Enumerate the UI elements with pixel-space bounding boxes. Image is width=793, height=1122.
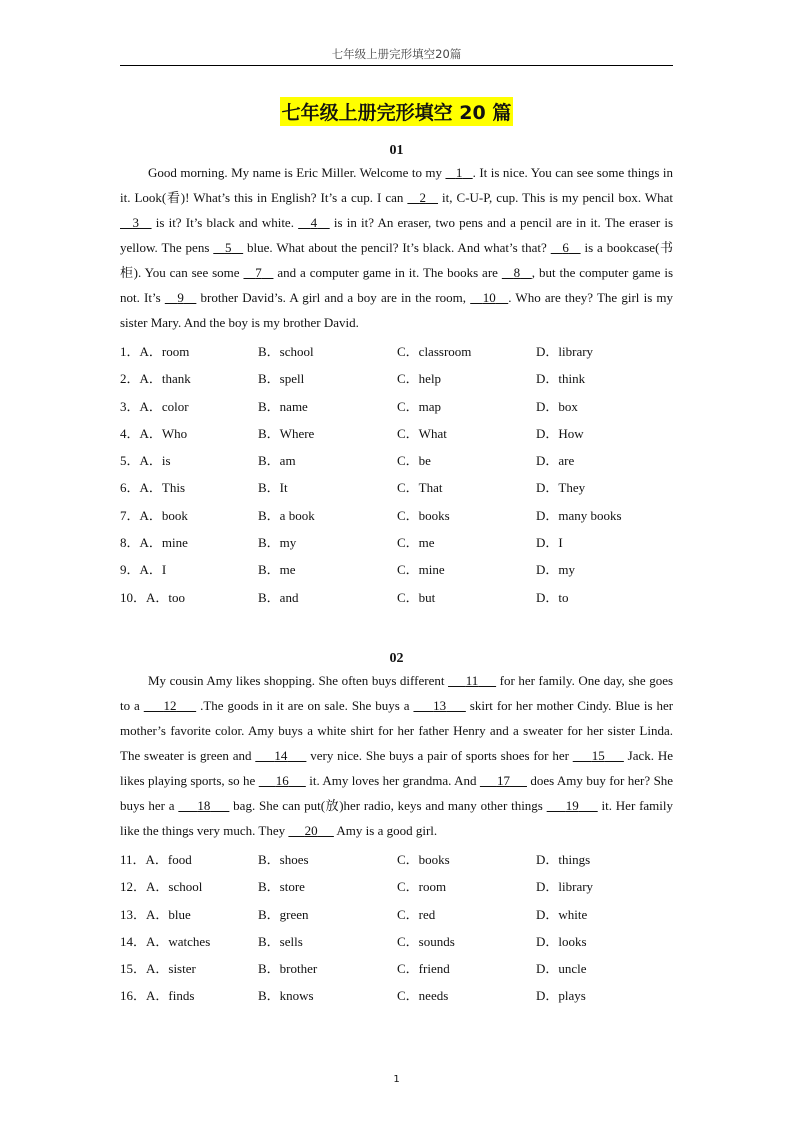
option-b: B．my bbox=[258, 535, 297, 551]
blank-number: 15 bbox=[591, 748, 605, 763]
option-d: D．library bbox=[536, 344, 594, 359]
option-d: D．looks bbox=[536, 933, 587, 949]
blank-number: 13 bbox=[433, 698, 447, 713]
option-c: C．sounds bbox=[397, 933, 455, 949]
blank bbox=[551, 240, 581, 255]
passage-text: it. Her family like the things very much. They bbox=[120, 798, 674, 838]
passage-text: brother David’s. A girl and a boy are in the room, bbox=[196, 290, 471, 305]
passage-text: very nice. She buys a pair of sports shoes for her bbox=[306, 748, 573, 763]
blank bbox=[445, 165, 472, 180]
option-d: D．things bbox=[536, 852, 591, 867]
question-row bbox=[120, 846, 673, 873]
option-c: C．friend bbox=[397, 961, 450, 977]
option-c: C．classroom bbox=[397, 344, 472, 359]
option-a: 11．A．food bbox=[120, 852, 192, 867]
option-b: B．store bbox=[258, 879, 305, 895]
option-c: C．needs bbox=[397, 988, 449, 1004]
passage-text: and a computer game in it. The books are bbox=[273, 265, 502, 280]
passage-text: is in it? An eraser, two pens and a pencil are in it. The eraser is yellow. The pens bbox=[120, 215, 673, 255]
option-d: D．think bbox=[536, 371, 586, 387]
options-list bbox=[120, 846, 673, 1010]
blank bbox=[288, 823, 334, 838]
blank-number: 6 bbox=[562, 240, 569, 255]
blank bbox=[243, 265, 273, 280]
blank-number: 20 bbox=[304, 823, 318, 838]
option-d: D．to bbox=[536, 589, 569, 605]
passage-text: . Who are they? The girl is my sister Mary. And the boy is my brother David. bbox=[120, 290, 674, 330]
passage-text: bag. She can put(放)her radio, keys and many other things bbox=[229, 798, 547, 813]
question-row bbox=[120, 982, 673, 1009]
option-b: B．me bbox=[258, 562, 296, 578]
passage-text: blue. What about the pencil? It’s black. And what’s that? bbox=[243, 240, 551, 255]
page-number: 1 bbox=[393, 1074, 400, 1085]
document-title: 七年级上册完形填空 20 篇 bbox=[280, 97, 514, 126]
option-d: D．library bbox=[536, 879, 594, 895]
passage-text: , but the computer game is not. It’s bbox=[120, 265, 674, 305]
option-c: C．That bbox=[397, 480, 443, 496]
question-row bbox=[120, 901, 673, 928]
blank bbox=[144, 698, 196, 713]
option-c: C．mine bbox=[397, 562, 445, 578]
option-a: 6．A．This bbox=[120, 480, 186, 496]
blank-number: 10 bbox=[482, 290, 496, 305]
blank bbox=[298, 215, 330, 230]
option-b: B．school bbox=[258, 344, 314, 359]
option-d: D．I bbox=[536, 535, 563, 551]
option-b: B．shoes bbox=[258, 852, 309, 867]
blank-number: 9 bbox=[177, 290, 184, 305]
option-b: B．a book bbox=[258, 507, 315, 523]
blank bbox=[120, 215, 152, 230]
blank bbox=[413, 698, 465, 713]
option-d: D．white bbox=[536, 906, 588, 922]
passage-text: Good morning. My name is Eric Miller. Welcome to my bbox=[148, 165, 446, 180]
blank bbox=[259, 773, 306, 788]
passage-text: Jack. He likes playing sports, so he bbox=[120, 748, 673, 788]
blank-number: 16 bbox=[275, 773, 289, 788]
option-b: B．am bbox=[258, 453, 296, 469]
passage-text: does Amy buy for her? She buys her a bbox=[120, 773, 674, 813]
option-c: C．help bbox=[397, 371, 442, 387]
question-row bbox=[120, 955, 673, 982]
blank bbox=[470, 290, 508, 305]
question-row bbox=[120, 556, 673, 583]
question-row bbox=[120, 474, 673, 501]
question-row bbox=[120, 928, 673, 955]
question-row bbox=[120, 365, 673, 392]
blank bbox=[165, 290, 197, 305]
passage-text: is it? It’s black and white. bbox=[151, 215, 299, 230]
passage-text: My cousin Amy likes shopping. She often buys different bbox=[148, 673, 449, 688]
option-c: C．me bbox=[397, 535, 435, 551]
option-b: B．and bbox=[258, 589, 299, 605]
option-b: B．sells bbox=[258, 933, 303, 949]
blank-number: 11 bbox=[465, 673, 479, 688]
blank-number: 18 bbox=[197, 798, 211, 813]
option-d: D．many books bbox=[536, 507, 622, 523]
option-b: B．knows bbox=[258, 988, 314, 1004]
option-d: D．my bbox=[536, 562, 576, 578]
blank-number: 14 bbox=[274, 748, 288, 763]
blank bbox=[407, 190, 438, 205]
blank bbox=[547, 798, 598, 813]
option-d: D．box bbox=[536, 398, 578, 414]
blank-number: 4 bbox=[310, 215, 318, 230]
option-a: 4．A．Who bbox=[120, 425, 188, 441]
option-a: 2．A．thank bbox=[120, 371, 191, 387]
page-header: 七年级上册完形填空20篇 bbox=[331, 47, 462, 61]
option-c: C．books bbox=[397, 507, 450, 523]
passage bbox=[120, 160, 673, 335]
question-row bbox=[120, 873, 673, 900]
option-d: D．They bbox=[536, 480, 586, 496]
option-b: B．brother bbox=[258, 961, 318, 977]
passage bbox=[120, 668, 673, 843]
options-list bbox=[120, 338, 673, 611]
option-a: 12．A．school bbox=[120, 879, 203, 895]
option-d: D．How bbox=[536, 425, 584, 441]
option-a: 16．A．finds bbox=[120, 988, 195, 1004]
question-row bbox=[120, 338, 673, 365]
header-divider bbox=[120, 65, 673, 66]
cloze-section-01 bbox=[120, 142, 673, 611]
blank bbox=[480, 773, 527, 788]
option-a: 5．A．is bbox=[120, 453, 171, 469]
blank bbox=[178, 798, 229, 813]
option-a: 7．A．book bbox=[120, 507, 188, 523]
blank bbox=[213, 240, 243, 255]
option-c: C．What bbox=[397, 425, 447, 441]
blank-number: 1 bbox=[455, 165, 463, 180]
option-b: B．name bbox=[258, 398, 308, 414]
cloze-section-02 bbox=[120, 650, 673, 1010]
passage-text: for her family. One day, she goes to a bbox=[120, 673, 674, 713]
option-a: 10．A．too bbox=[120, 589, 186, 605]
passage-text: is a bookcase(书柜). You can see some bbox=[120, 240, 674, 280]
option-a: 13．A．blue bbox=[120, 906, 191, 922]
option-d: D．are bbox=[536, 453, 575, 469]
question-row bbox=[120, 447, 673, 474]
option-b: B．Where bbox=[258, 425, 315, 441]
passage-text: .The goods in it are on sale. She buys a bbox=[196, 698, 414, 713]
question-row bbox=[120, 393, 673, 420]
blank bbox=[502, 265, 532, 280]
option-a: 3．A．color bbox=[120, 398, 189, 414]
option-a: 1．A．room bbox=[120, 344, 190, 359]
option-d: D．plays bbox=[536, 988, 586, 1004]
option-c: C．map bbox=[397, 398, 442, 414]
passage-text: it, C-U-P, cup. This is my pencil box. What bbox=[438, 190, 674, 205]
question-row bbox=[120, 584, 673, 611]
option-b: B．green bbox=[258, 906, 309, 922]
option-b: B．spell bbox=[258, 371, 305, 387]
option-c: C．be bbox=[397, 453, 431, 469]
option-a: 9．A．I bbox=[120, 562, 167, 578]
question-row bbox=[120, 529, 673, 556]
section-number: 01 bbox=[389, 143, 404, 158]
blank bbox=[573, 748, 624, 763]
passage-text: Amy is a good girl. bbox=[333, 823, 438, 838]
option-a: 8．A．mine bbox=[120, 535, 188, 551]
passage-text: it. Amy loves her grandma. And bbox=[305, 773, 480, 788]
blank-number: 2 bbox=[419, 190, 426, 205]
blank-number: 12 bbox=[163, 698, 177, 713]
option-a: 15．A．sister bbox=[120, 961, 196, 977]
blank-number: 5 bbox=[224, 240, 232, 255]
option-c: C．red bbox=[397, 906, 436, 922]
option-b: B．It bbox=[258, 480, 288, 496]
section-number: 02 bbox=[389, 651, 404, 666]
option-c: C．but bbox=[397, 589, 436, 605]
passage-text: . It is nice. You can see some things in it. Look(看)! What’s this in English? It’s a cup. I can bbox=[120, 165, 674, 205]
option-c: C．room bbox=[397, 879, 447, 895]
passage-text: skirt for her mother Cindy. Blue is her mother’s favorite color. Amy buys a white shirt for her father Henry and a sweater for her sister Linda. The sweater is green and bbox=[120, 698, 674, 763]
blank-number: 17 bbox=[496, 773, 510, 788]
blank-number: 19 bbox=[565, 798, 579, 813]
question-row bbox=[120, 420, 673, 447]
option-d: D．uncle bbox=[536, 961, 587, 977]
option-c: C．books bbox=[397, 852, 450, 867]
blank bbox=[448, 673, 496, 688]
question-row bbox=[120, 502, 673, 529]
blank-number: 8 bbox=[513, 265, 521, 280]
blank bbox=[255, 748, 306, 763]
option-a: 14．A．watches bbox=[120, 933, 211, 949]
blank-number: 3 bbox=[132, 215, 140, 230]
blank-number: 7 bbox=[255, 265, 262, 280]
